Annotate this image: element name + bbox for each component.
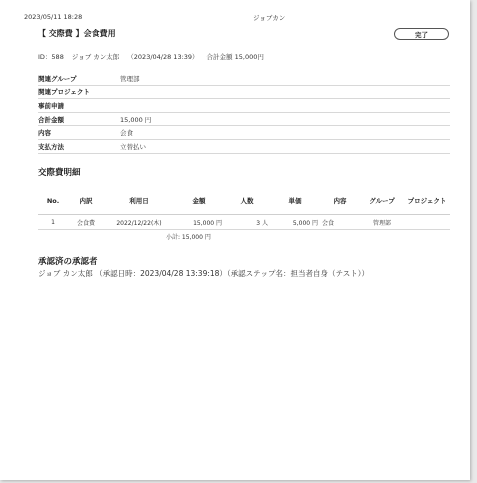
cell-date: 2022/12/22(木) — [104, 215, 174, 230]
done-button[interactable]: 完了 — [394, 28, 449, 40]
info-value: 立替払い — [120, 139, 450, 153]
col-header-people: 人数 — [224, 188, 270, 215]
cell-content: 会食 — [320, 215, 360, 230]
expense-header-row — [38, 188, 450, 215]
cell-item: 会食費 — [68, 215, 104, 230]
info-value — [120, 99, 450, 113]
col-header-no: No. — [38, 188, 68, 215]
request-meta — [38, 52, 272, 61]
info-row — [38, 85, 450, 99]
info-key: 支払方法 — [38, 139, 120, 153]
info-key: 合計金額 — [38, 112, 120, 126]
col-header-project: プロジェクト — [404, 188, 450, 215]
info-row — [38, 99, 450, 113]
info-key: 事前申請 — [38, 99, 120, 113]
info-row — [38, 126, 450, 140]
approver-section-title: 承認済の承認者 — [38, 257, 98, 267]
info-value: 15,000 円 — [120, 112, 450, 126]
col-header-group: グループ — [360, 188, 404, 215]
table-row — [38, 215, 450, 230]
info-key: 関連グループ — [38, 72, 120, 85]
info-value: 管理部 — [120, 72, 450, 85]
applicant-name: ジョブ カン太郎 — [71, 53, 120, 61]
applied-at: （2023/04/28 13:39） — [127, 53, 199, 61]
info-value — [120, 85, 450, 99]
col-header-date: 利用日 — [104, 188, 174, 215]
expense-table — [38, 188, 450, 230]
request-id: ID：588 — [38, 53, 64, 61]
col-header-item: 内訳 — [68, 188, 104, 215]
col-header-unit-price: 単価 — [270, 188, 320, 215]
cell-people: 3 人 — [224, 215, 270, 230]
approver-line: ジョブ カン太郎 （承認日時：2023/04/28 13:39:18）（承認ステップ名：担当者自身（テスト）） — [38, 269, 369, 278]
cell-no: 1 — [38, 215, 68, 230]
col-header-amount: 金額 — [174, 188, 224, 215]
info-key: 内容 — [38, 126, 120, 140]
app-name: ジョブカン — [253, 14, 286, 22]
info-row — [38, 112, 450, 126]
cell-unit-price: 5,000 円 — [270, 215, 320, 230]
col-header-content: 内容 — [320, 188, 360, 215]
print-datetime: 2023/05/11 18:28 — [24, 13, 83, 21]
subtotal: 小計: 15,000 円 — [166, 234, 211, 241]
page-title: 【 交際費 】会食費用 — [38, 29, 116, 38]
info-table — [38, 72, 450, 154]
cell-group: 管理部 — [360, 215, 404, 230]
cell-amount: 15,000 円 — [174, 215, 224, 230]
info-value: 会食 — [120, 126, 450, 140]
expense-section-title: 交際費明細 — [38, 168, 81, 178]
total-amount: 合計金額 15,000円 — [206, 53, 264, 61]
info-row — [38, 72, 450, 85]
info-row — [38, 139, 450, 153]
info-key: 関連プロジェクト — [38, 85, 120, 99]
cell-project — [404, 215, 450, 230]
